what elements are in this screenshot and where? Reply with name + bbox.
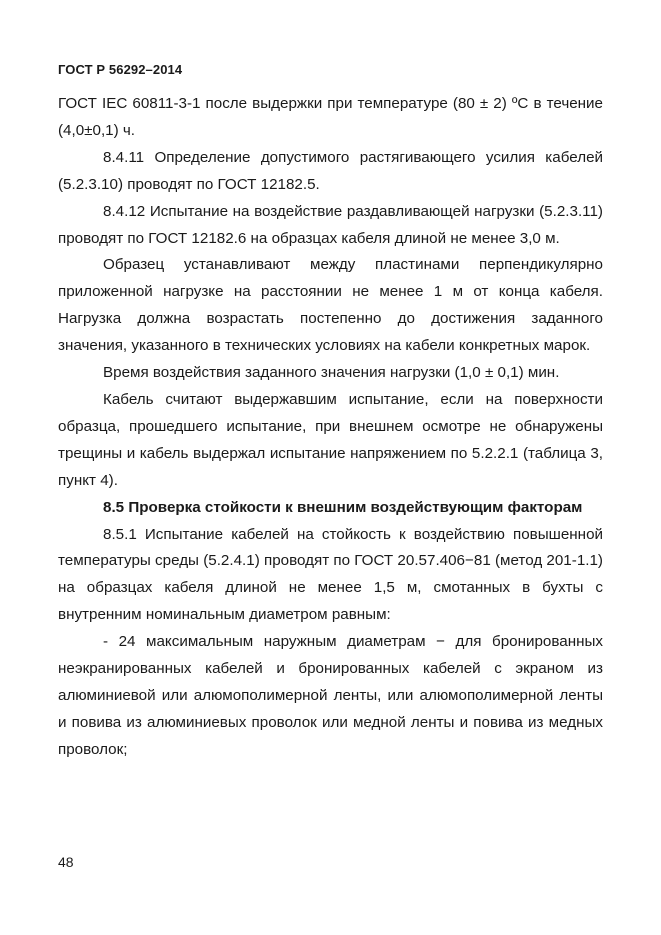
list-item-armored-cables: - 24 максимальным наружным диаметрам − для бронированных неэкранированных кабелей и бронированных кабелей с экраном из алюминиевой или алюмополимерной ленты, или алюмополимерной ленты и повива из алюминиевых проволок или медной ленты и повива из медных проволок; <box>58 633 603 758</box>
paragraph-continuation: ГОСТ IEC 60811-3-1 после выдержки при температуре (80 ± 2) ºС в течение (4,0±0,1) ч. <box>58 95 603 139</box>
paragraph-8-5-1: 8.5.1 Испытание кабелей на стойкость к воздействию повышенной температуры среды (5.2.4.1) проводят по ГОСТ 20.57.406−81 (метод 201-1.1) на образцах кабеля длиной не менее 1,5 м, смотанных в бухты с внутренним номинальным диаметром равным: <box>58 525 603 624</box>
paragraph-8-4-11: 8.4.11 Определение допустимого растягивающего усилия кабелей (5.2.3.10) проводят по ГОСТ 12182.5. <box>58 148 603 193</box>
document-body <box>58 91 603 764</box>
paragraph-load-time: Время воздействия заданного значения нагрузки (1,0 ± 0,1) мин. <box>103 364 560 382</box>
paragraph-pass-criteria: Кабель считают выдержавшим испытание, если на поверхности образца, прошедшего испытание, при внешнем осмотре не обнаружены трещины и кабель выдержал испытание напряжением по 5.2.2.1 (таблица 3, пункт 4). <box>58 390 603 489</box>
section-heading-8-5: 8.5 Проверка стойкости к внешним воздействующим факторам <box>103 498 583 516</box>
paragraph-sample-placement: Образец устанавливают между пластинами перпендикулярно приложенной нагрузке на расстоянии не менее 1 м от конца кабеля. Нагрузка должна возрастать постепенно до достижения заданного значения, указанного в технических условиях на кабели конкретных марок. <box>58 256 603 355</box>
document-header: ГОСТ Р 56292–2014 <box>58 62 183 77</box>
page-number: 48 <box>58 854 74 870</box>
paragraph-8-4-12: 8.4.12 Испытание на воздействие раздавливающей нагрузки (5.2.3.11) проводят по ГОСТ 12182.6 на образцах кабеля длиной не менее 3,0 м. <box>58 202 603 247</box>
